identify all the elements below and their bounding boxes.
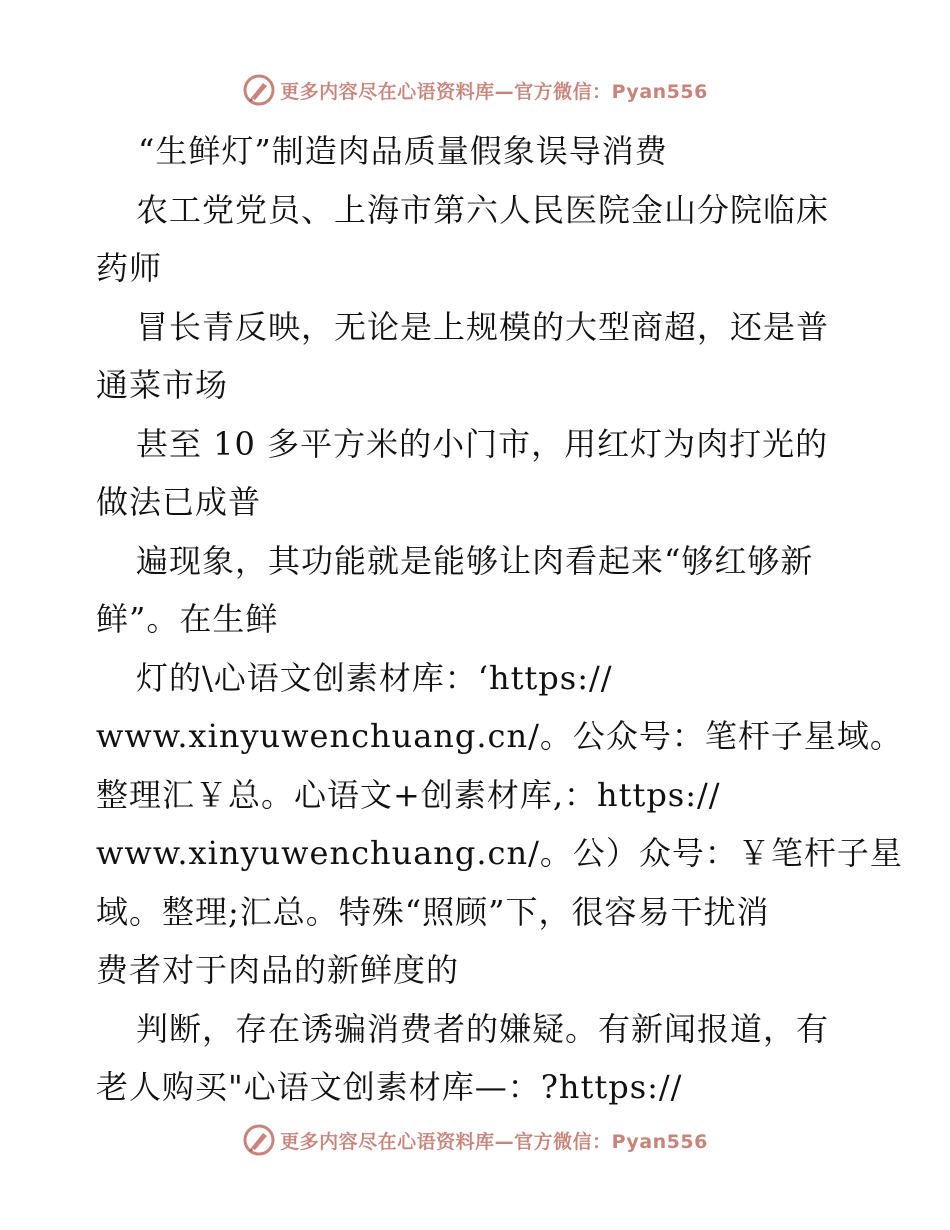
header-banner	[0, 70, 950, 110]
paragraph-line: www.xinyuwenchuang.cn/。公）众号：￥笔杆子星	[96, 834, 903, 872]
header-banner-text: 更多内容尽在心语资料库—官方微信：Pyan556	[280, 80, 708, 103]
pen-logo-icon	[242, 73, 276, 107]
document-body	[96, 122, 903, 1117]
footer-banner	[0, 1120, 950, 1160]
paragraph-line: 灯的\心语文创素材库：‘https://	[136, 658, 613, 697]
paragraph-line: 整理汇￥总。心语文+创素材库,：https://	[96, 775, 721, 814]
paragraph-line: 鲜”。在生鲜	[96, 600, 279, 638]
footer-banner-text: 更多内容尽在心语资料库—官方微信：Pyan556	[280, 1130, 708, 1153]
paragraph-line: 老人购买"心语文创素材库—：?https://	[96, 1068, 683, 1106]
paragraph-line: 通菜市场	[96, 366, 229, 404]
paragraph-line: 做法已成普	[96, 483, 262, 521]
paragraph-line: 农工党党员、上海市第六人民医院金山分院临床	[136, 190, 830, 229]
paragraph-line: 药师	[96, 249, 163, 287]
paragraph-line: 冒长青反映，无论是上规模的大型商超，还是普	[136, 307, 830, 346]
pen-logo-icon	[242, 1123, 276, 1157]
paragraph-line: 费者对于肉品的新鲜度的	[96, 951, 460, 989]
paragraph-line: 遍现象，其功能就是能够让肉看起来“够红够新	[136, 541, 814, 580]
document-title: “生鲜灯”制造肉品质量假象误导消费	[138, 132, 668, 170]
paragraph-line: www.xinyuwenchuang.cn/。公众号：笔杆子星域。	[96, 717, 903, 755]
paragraph-line: 判断，存在诱骗消费者的嫌疑。有新闻报道，有	[136, 1009, 830, 1048]
paragraph-line: 域。整理;汇总。特殊“照顾”下，很容易干扰消	[96, 892, 770, 931]
paragraph-line: 甚至 10 多平方米的小门市，用红灯为肉打光的	[136, 424, 829, 463]
